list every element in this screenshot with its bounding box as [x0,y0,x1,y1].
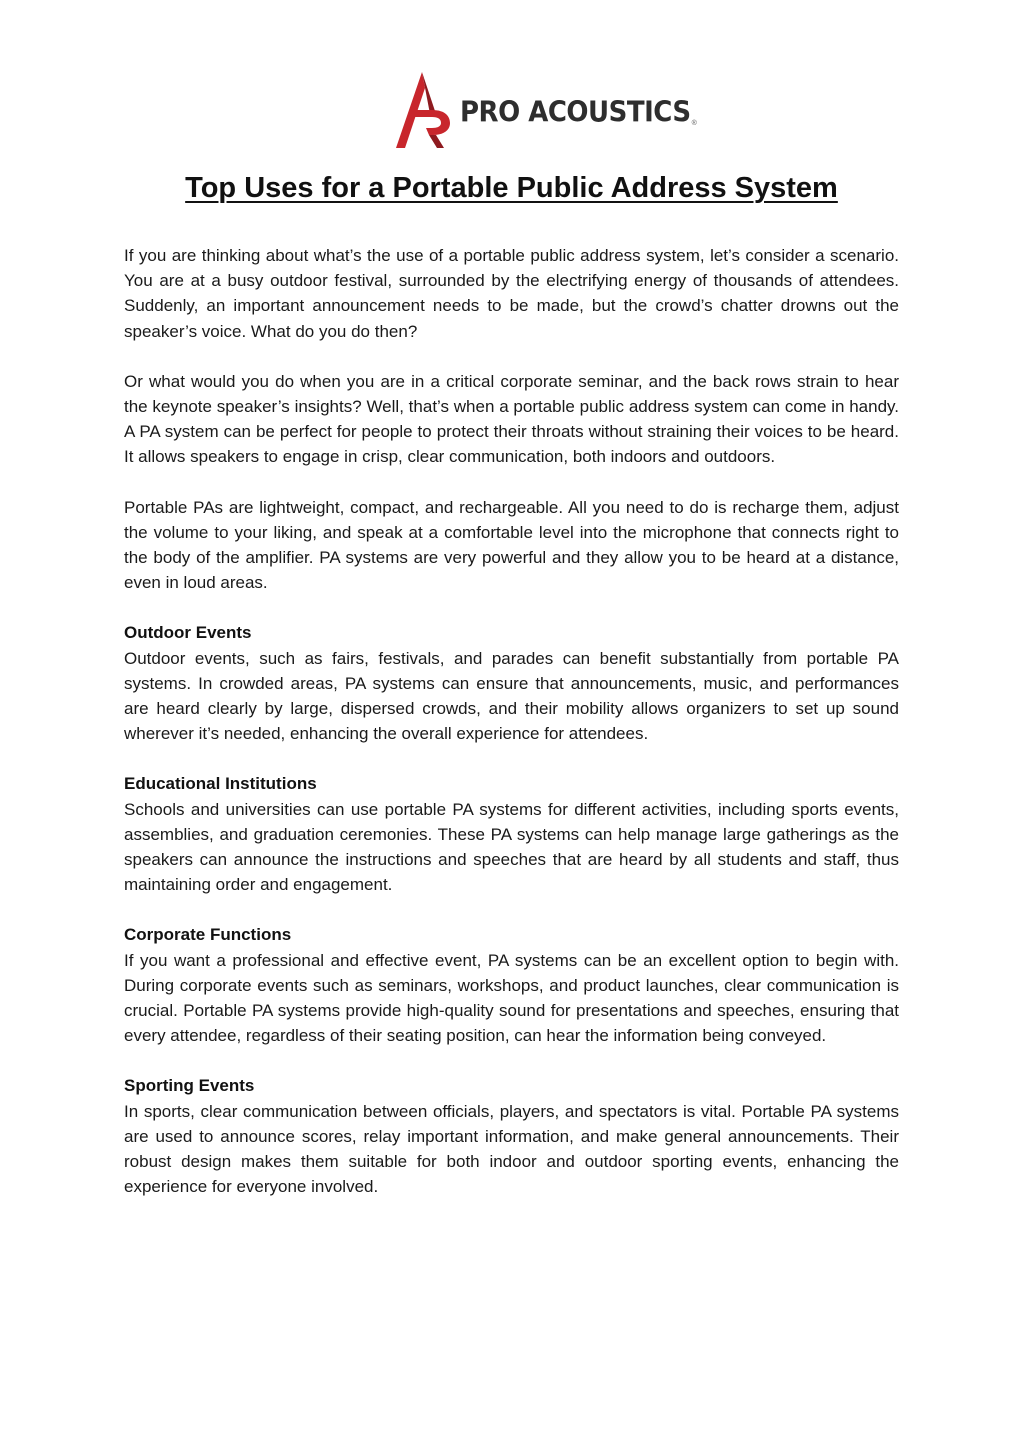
section-body: Schools and universities can use portable PA systems for different activities, including sports events, assemblies, and graduation ceremonies. These PA systems can help manage large gatherings as the speakers can announce the instructions and speeches that are heard by all students and staff, thus maintaining order and engagement. [124,799,899,895]
section-heading: Educational Institutions [124,774,317,794]
section-heading: Corporate Functions [124,925,292,945]
intro-paragraph: Or what would you do when you are in a critical corporate seminar, and the back rows strain to hear the keynote speaker’s insights? Well, that’s when a portable public address system can come in handy. A PA system can be perfect for people to protect their throats without straining their voices to be heard. It allows speakers to engage in crisp, clear communication, both indoors and outdoors. [124,371,899,467]
logo-trademark: ® [691,119,697,127]
section-body: If you want a professional and effective event, PA systems can be an excellent option to begin with. During corporate events such as seminars, workshops, and product launches, clear communication is crucial. Portable PA systems provide high-quality sound for presentations and speeches, ensuring that every attendee, regardless of their seating position, can hear the information being conveyed. [124,950,899,1046]
pro-acoustics-logo [392,70,697,150]
section-body: Outdoor events, such as fairs, festivals, and parades can benefit substantially from portable PA systems. In crowded areas, PA systems can ensure that announcements, music, and performances are heard clearly by large, dispersed crowds, and their mobility allows organizers to set up sound wherever it’s needed, enhancing the overall experience for attendees. [124,648,899,744]
intro-paragraph: Portable PAs are lightweight, compact, and rechargeable. All you need to do is recharge them, adjust the volume to your liking, and speak at a comfortable level into the microphone that connects right to the body of the amplifier. PA systems are very powerful and they allow you to be heard at a distance, even in loud areas. [124,497,899,593]
section-educational-institutions [124,771,899,897]
pro-acoustics-logo-mark-icon [392,70,454,150]
page-title: Top Uses for a Portable Public Address System [185,172,838,204]
section-heading: Sporting Events [124,1076,255,1096]
section-heading: Outdoor Events [124,623,252,643]
section-outdoor-events [124,620,899,746]
logo-brand-name: PRO ACOUSTICS [460,96,691,130]
intro-paragraph: If you are thinking about what’s the use of a portable public address system, let’s consider a scenario. You are at a busy outdoor festival, surrounded by the electrifying energy of thousands of attendees. Suddenly, an important announcement needs to be made, but the crowd’s chatter drowns out the speaker’s voice. What do you do then? [124,246,899,341]
section-sporting-events [124,1073,899,1199]
section-body: In sports, clear communication between officials, players, and spectators is vital. Portable PA systems are used to announce scores, relay important information, and make general announcements. Their robust design makes them suitable for both indoor and outdoor sporting events, enhancing the experience for everyone involved. [124,1101,899,1197]
section-corporate-functions [124,922,899,1048]
article-body [124,243,899,1225]
